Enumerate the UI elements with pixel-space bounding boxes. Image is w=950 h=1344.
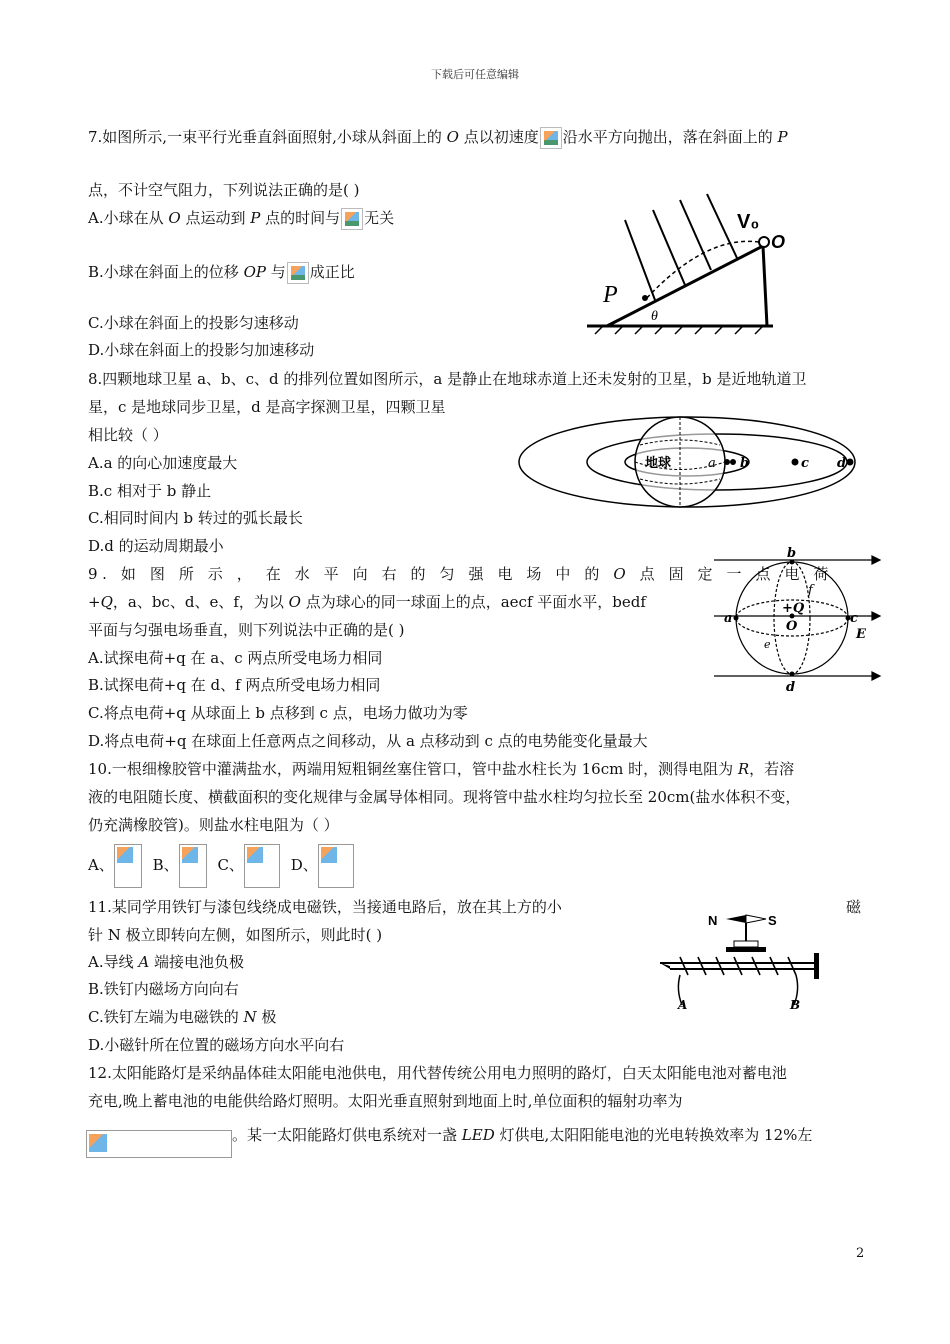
sat-a-label: a — [708, 456, 716, 471]
label-f: f — [808, 583, 813, 598]
page-number: 2 — [856, 1246, 865, 1261]
q11-option-c: C.铁钉左端为电磁铁的 N 极 — [88, 1008, 277, 1026]
q9-line3: 平面与匀强电场垂直，则下列说法中正确的是( ) — [88, 621, 405, 639]
image-placeholder-icon — [244, 844, 280, 888]
label-field-e: E — [856, 627, 866, 642]
q11-line2: 针 N 极立即转向左侧，如图所示，则此时( ) — [88, 926, 383, 944]
q10-line1: 10.一根细橡胶管中灌满盐水，两端用短粗铜丝塞住管口，管中盐水柱长为 16cm 时，测得电阻为 R，若溶 — [88, 760, 795, 778]
q11-electromagnet-figure — [656, 905, 831, 1015]
label-b: b — [787, 546, 797, 561]
image-placeholder-icon — [540, 127, 562, 149]
q7-line2: 点，不计空气阻力，下列说法正确的是( ) — [88, 181, 360, 199]
earth-label: 地球 — [645, 456, 672, 471]
q8-line1: 8.四颗地球卫星 a、b、c、d 的排列位置如图所示，a 是静止在地球赤道上还未发射的卫星，b 是近地轨道卫 — [88, 370, 807, 388]
q9-option-b: B.试探电荷+q 在 d、f 两点所受电场力相同 — [88, 676, 381, 694]
q10-options — [88, 844, 360, 888]
q10-option-c: C、 — [217, 856, 244, 874]
q12-line3: 。某一太阳能路灯供电系统对一盏 LED 灯供电,太阳阳能电池的光电转换效率为 12%左 — [232, 1126, 813, 1144]
needle-n-label: N — [708, 913, 718, 928]
point-p-label: P — [603, 282, 618, 308]
q11-line1: 11.某同学用铁钉与漆包线绕成电磁铁，当接通电路后，放在其上方的小 — [88, 898, 562, 916]
label-a: a — [724, 611, 733, 626]
image-placeholder-icon — [318, 844, 354, 888]
q9-option-d: D.将点电荷+q 在球面上任意两点之间移动，从 a 点移动到 c 点的电势能变化量最大 — [88, 732, 648, 750]
q8-option-d: D.d 的运动周期最小 — [88, 537, 224, 555]
q7-option-b: B.小球在斜面上的位移 OP 与 成正比 — [88, 262, 355, 284]
needle-s-label: S — [768, 913, 777, 928]
q10-option-d: D、 — [290, 856, 318, 874]
q11-option-d: D.小磁针所在位置的磁场方向水平向右 — [88, 1036, 345, 1054]
q9-option-c: C.将点电荷+q 从球面上 b 点移到 c 点，电场力做功为零 — [88, 704, 468, 722]
q8-option-a: A.a 的向心加速度最大 — [88, 454, 238, 472]
page-header: 下载后可任意编辑 — [431, 68, 519, 81]
q8-orbit-figure — [515, 415, 865, 515]
q7-option-a: A.小球在从 O 点运动到 P 点的时间与 无关 — [88, 208, 394, 230]
sat-c-label: c — [801, 456, 809, 471]
image-placeholder-icon — [114, 844, 142, 888]
image-placeholder-icon — [86, 1130, 232, 1158]
image-placeholder-icon — [341, 208, 363, 230]
label-q: +Q — [782, 601, 805, 616]
sat-d-label: d — [837, 456, 847, 471]
label-e: e — [764, 638, 771, 651]
q7-option-c: C.小球在斜面上的投影匀速移动 — [88, 314, 299, 332]
q8-line2: 星，c 是地球同步卫星，d 是高字探测卫星，四颗卫星 — [88, 398, 446, 416]
v0-label: V₀ — [737, 211, 760, 233]
wire-b-label: B — [790, 998, 801, 1012]
label-c: c — [850, 611, 858, 626]
q9-line2: +Q，a、bc、d、e、f，为以 O 点为球心的同一球面上的点，aecf 平面水平，bedf — [88, 593, 646, 611]
q9-option-a: A.试探电荷+q 在 a、c 两点所受电场力相同 — [88, 649, 383, 667]
q8-option-c: C.相同时间内 b 转过的弧长最长 — [88, 509, 303, 527]
q9-sphere-figure — [712, 546, 882, 694]
q8-option-b: B.c 相对于 b 静止 — [88, 482, 212, 500]
q11-line1-end: 磁 — [846, 898, 862, 916]
q8-line3: 相比较（ ） — [88, 426, 168, 444]
q10-line2: 液的电阻随长度、横截面积的变化规律与金属导体相同。现将管中盐水柱均匀拉长至 20cm(盐水体积不变， — [88, 788, 801, 806]
theta-label: θ — [651, 309, 658, 324]
point-o-label: O — [771, 232, 785, 252]
q11-option-a: A.导线 A 端接电池负极 — [88, 953, 244, 971]
q7-line1: 7.如图所示,一束平行光垂直斜面照射,小球从斜面上的 O 点以初速度 沿水平方向抛出，落在斜面上的 P — [88, 127, 788, 149]
q12-line1: 12.太阳能路灯是采纳晶体硅太阳能电池供电，用代替传统公用电力照明的路灯，白天太阳能电池对蓄电池 — [88, 1064, 787, 1082]
q11-option-b: B.铁钉内磁场方向向右 — [88, 980, 239, 998]
image-placeholder-icon — [287, 262, 309, 284]
q9-line1: 9. 如 图 所 示 ， 在 水 平 向 右 的 匀 强 电 场 中 的 O 点 固 定 一 点 电 荷 — [88, 565, 834, 583]
q10-option-b: B、 — [152, 856, 179, 874]
q7-incline-figure — [585, 190, 785, 335]
q10-line3: 仍充满橡胶管)。则盐水柱电阻为（ ） — [88, 816, 339, 834]
q10-option-a: A、 — [88, 856, 114, 874]
q7-option-d: D.小球在斜面上的投影匀加速移动 — [88, 341, 315, 359]
label-o: O — [786, 619, 798, 634]
label-d: d — [786, 680, 796, 694]
image-placeholder-icon — [179, 844, 207, 888]
wire-a-label: A — [678, 998, 688, 1012]
sat-b-label: b — [740, 456, 750, 471]
q12-line2: 充电,晚上蓄电池的电能供给路灯照明。太阳光垂直照射到地面上时,单位面积的辐射功率为 — [88, 1092, 683, 1110]
